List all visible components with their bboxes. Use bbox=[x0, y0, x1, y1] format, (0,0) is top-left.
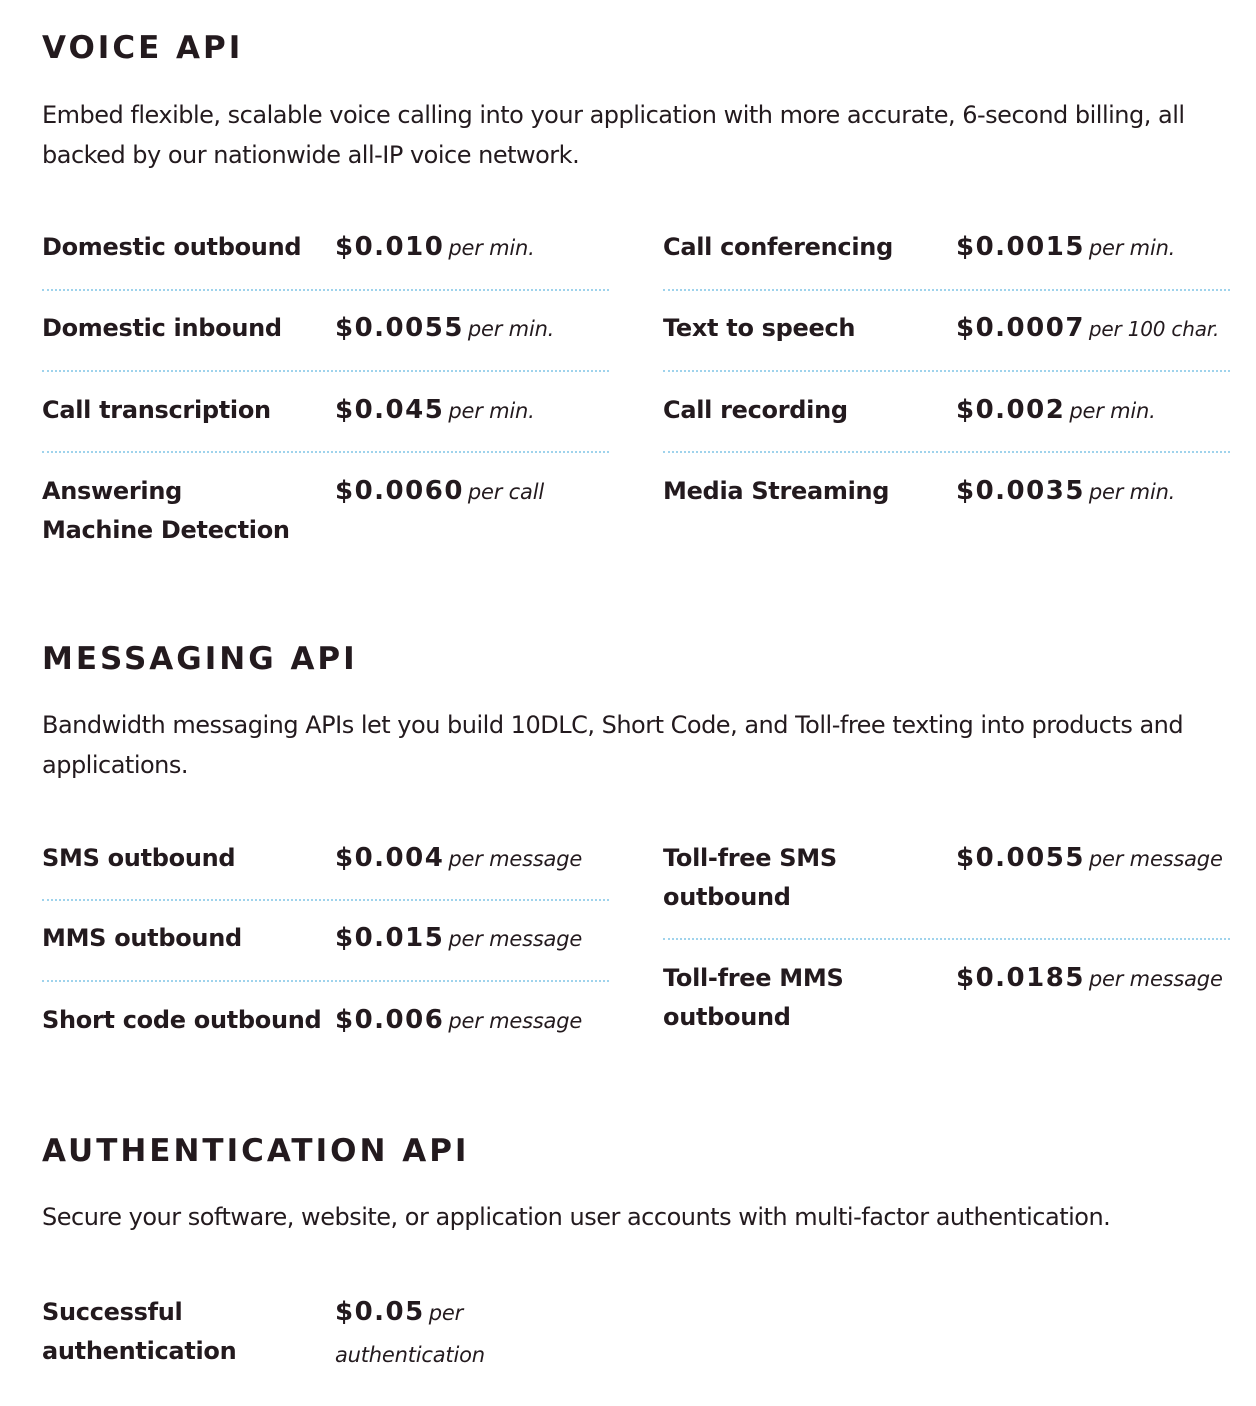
row-label: MMS outbound bbox=[42, 924, 242, 952]
price-amount: $0.0055 bbox=[956, 843, 1085, 873]
auth-row-successful-authentication bbox=[42, 1293, 609, 1383]
row-price bbox=[956, 838, 1241, 881]
row-label: SMS outbound bbox=[42, 844, 236, 872]
row-price bbox=[335, 390, 620, 433]
voice-row-call-recording bbox=[663, 372, 1230, 453]
messaging-row-tollfree-sms bbox=[663, 841, 1230, 940]
price-unit: per 100 char. bbox=[1088, 317, 1220, 341]
row-price bbox=[335, 471, 620, 514]
voice-row-domestic-outbound bbox=[42, 230, 609, 291]
row-price bbox=[335, 918, 620, 961]
price-amount: $0.05 bbox=[335, 1297, 425, 1327]
voice-api-description bbox=[42, 96, 1234, 175]
authentication-api-title: AUTHENTICATION API bbox=[42, 1133, 470, 1169]
price-unit: per message bbox=[448, 927, 583, 951]
voice-row-call-conferencing bbox=[663, 230, 1230, 291]
price-unit: per call bbox=[467, 480, 544, 504]
voice-api-title: VOICE API bbox=[42, 30, 244, 66]
price-unit: per message bbox=[1088, 967, 1223, 991]
row-label: Toll-free SMS outbound bbox=[663, 844, 837, 911]
messaging-row-mms-outbound bbox=[42, 901, 609, 982]
price-unit: per message bbox=[1088, 847, 1223, 871]
voice-row-domestic-inbound bbox=[42, 291, 609, 372]
row-price bbox=[956, 471, 1241, 514]
messaging-api-description bbox=[42, 706, 1234, 785]
price-unit: per min. bbox=[467, 317, 555, 341]
row-label: Domestic outbound bbox=[42, 233, 302, 261]
price-unit: per authentication bbox=[335, 1301, 485, 1367]
price-amount: $0.004 bbox=[335, 843, 445, 873]
row-price bbox=[335, 227, 620, 270]
row-label: Toll-free MMS outbound bbox=[663, 964, 844, 1031]
price-unit: per message bbox=[448, 1009, 583, 1033]
row-label: Text to speech bbox=[663, 314, 856, 342]
price-amount: $0.0007 bbox=[956, 313, 1085, 343]
price-amount: $0.015 bbox=[335, 923, 445, 953]
price-amount: $0.010 bbox=[335, 232, 445, 262]
row-label: Domestic inbound bbox=[42, 314, 282, 342]
voice-row-text-to-speech bbox=[663, 291, 1230, 372]
voice-desc-line2: backed by our nationwide all-IP voice network. bbox=[42, 140, 580, 169]
messaging-row-tollfree-mms bbox=[663, 940, 1230, 1050]
row-price bbox=[956, 227, 1241, 270]
voice-desc-line1: Embed flexible, scalable voice calling into your application with more accurate, 6-second billing, all bbox=[42, 101, 1185, 129]
row-label: Call transcription bbox=[42, 396, 271, 424]
price-amount: $0.0035 bbox=[956, 476, 1085, 506]
messaging-row-sms-outbound bbox=[42, 841, 609, 901]
row-price bbox=[335, 308, 620, 351]
row-price bbox=[956, 390, 1241, 433]
price-amount: $0.002 bbox=[956, 395, 1066, 425]
price-amount: $0.0060 bbox=[335, 476, 464, 506]
row-price bbox=[956, 958, 1241, 1001]
messaging-left-column bbox=[42, 841, 609, 1052]
price-unit: per min. bbox=[1069, 399, 1156, 423]
price-amount: $0.0185 bbox=[956, 963, 1085, 993]
price-unit: per message bbox=[448, 847, 583, 871]
price-unit: per min. bbox=[448, 236, 535, 260]
voice-row-media-streaming bbox=[663, 453, 1230, 563]
messaging-desc-line1: Bandwidth messaging APIs let you build 10DLC, Short Code, and Toll-free texting into products and bbox=[42, 711, 1184, 739]
row-label: Call recording bbox=[663, 396, 848, 424]
messaging-desc-line2: applications. bbox=[42, 750, 189, 779]
price-unit: per min. bbox=[448, 399, 535, 423]
row-price bbox=[956, 308, 1241, 351]
price-amount: $0.006 bbox=[335, 1005, 445, 1035]
price-amount: $0.0015 bbox=[956, 232, 1085, 262]
voice-right-column bbox=[663, 230, 1230, 563]
messaging-row-short-code bbox=[42, 982, 609, 1052]
voice-left-column bbox=[42, 230, 609, 563]
row-price bbox=[335, 1000, 620, 1043]
row-label: Media Streaming bbox=[663, 477, 890, 505]
row-price bbox=[335, 838, 620, 881]
messaging-right-column bbox=[663, 841, 1230, 1050]
price-unit: per min. bbox=[1088, 236, 1176, 260]
row-label: Call conferencing bbox=[663, 233, 893, 261]
auth-desc-line1: Secure your software, website, or application user accounts with multi-factor authentication. bbox=[42, 1203, 1111, 1231]
voice-row-call-transcription bbox=[42, 372, 609, 453]
voice-row-answering-machine bbox=[42, 453, 609, 563]
price-amount: $0.0055 bbox=[335, 313, 464, 343]
messaging-api-title: MESSAGING API bbox=[42, 641, 358, 677]
authentication-api-description bbox=[42, 1198, 1234, 1238]
row-label: Successful authentication bbox=[42, 1298, 237, 1365]
price-amount: $0.045 bbox=[335, 395, 445, 425]
row-label: Answering Machine Detection bbox=[42, 477, 290, 544]
row-price bbox=[335, 1292, 495, 1377]
row-label: Short code outbound bbox=[42, 1006, 322, 1034]
price-unit: per min. bbox=[1088, 480, 1176, 504]
authentication-column bbox=[42, 1293, 609, 1383]
